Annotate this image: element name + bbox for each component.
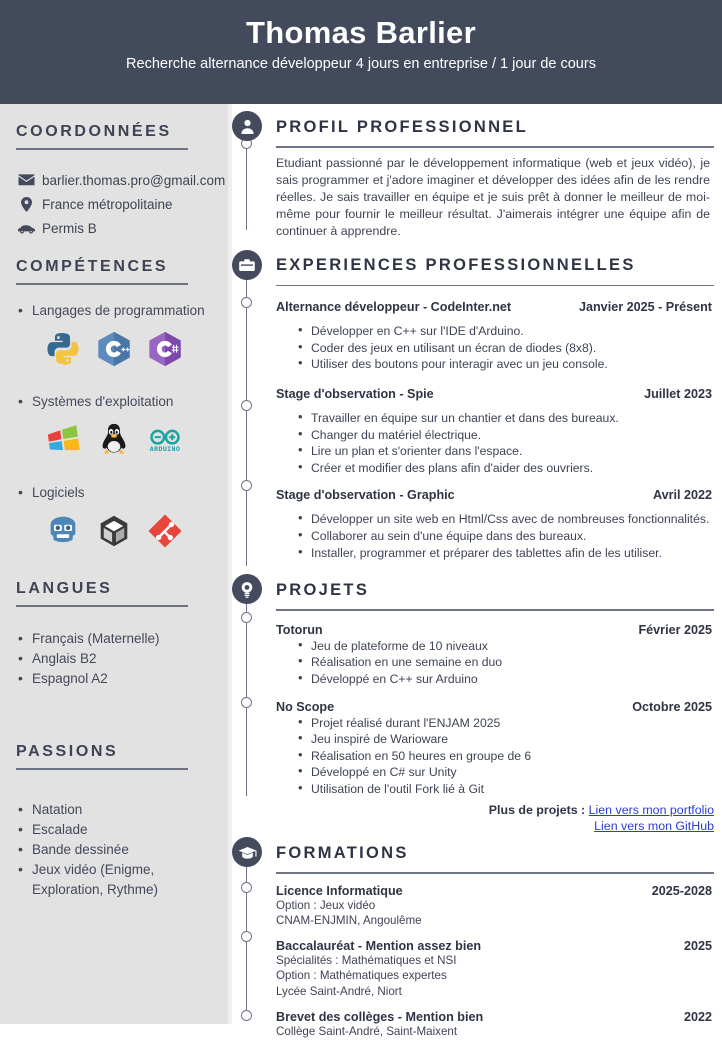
entry-bullets [276, 401, 712, 476]
resume-header [0, 0, 722, 104]
competences-heading: COMPÉTENCES [16, 258, 169, 275]
entry-date: Février 2025 [638, 622, 712, 637]
list-item: • Travailler en équipe sur un chantier et dans des bureaux. [298, 410, 712, 427]
entry-detail: Collège Saint-André, Saint-Maixent [276, 1025, 458, 1039]
contact-row-email[interactable] [0, 172, 228, 188]
lightbulb-icon [232, 574, 262, 604]
section-profil [236, 104, 722, 241]
svg-text:ARDUINO: ARDUINO [149, 444, 181, 453]
competences-group-label: • Logiciels [16, 483, 228, 503]
formation-entry [236, 874, 722, 929]
sidebar-section-competences [0, 244, 228, 550]
list-item: • Bande dessinée [16, 840, 228, 860]
contact-row-license [0, 220, 228, 236]
sidebar-section-passions [0, 689, 228, 900]
entry-date: Janvier 2025 - Présent [578, 300, 712, 315]
list-item: • Réalisation en une semaine en duo [298, 654, 712, 671]
competences-group-languages [0, 301, 228, 321]
software-icons-row [0, 503, 228, 550]
competences-group-os [0, 392, 228, 412]
section-header [236, 110, 722, 144]
section-experiences [236, 241, 722, 562]
passions-list [0, 800, 228, 900]
list-item: • Jeux vidéo (Enigme, Exploration, Rythme) [16, 860, 228, 900]
formation-entry [236, 929, 722, 999]
portfolio-link[interactable]: Lien vers mon portfolio [588, 803, 714, 818]
location-pin-icon [16, 196, 36, 212]
section-header [236, 573, 722, 607]
contact-row-location [0, 196, 228, 212]
godot-icon [44, 512, 82, 550]
experience-entry [236, 286, 722, 373]
section-formations [236, 834, 722, 1039]
project-entry [236, 611, 722, 688]
language-icons-row [0, 321, 228, 368]
linux-tux-icon [95, 421, 133, 459]
entry-date: Avril 2022 [652, 488, 712, 503]
entry-bullets [276, 637, 712, 688]
list-item: • Développer un site web en Html/Css avec de nombreuses fonctionnalités. [298, 511, 712, 528]
git-icon [146, 512, 184, 550]
page-title: Thomas Barlier [246, 15, 476, 50]
os-icons-row [0, 412, 228, 459]
entry-detail: Spécialités : Mathématiques et NSI [276, 953, 457, 967]
list-item: • Utilisation de l'outil Fork lié à Git [298, 781, 712, 798]
entry-role: Licence Informatique [276, 884, 403, 899]
formation-entry [236, 999, 722, 1039]
section-projets [236, 561, 722, 834]
user-icon [232, 111, 262, 141]
python-icon [44, 330, 82, 368]
competences-group-label: • Langages de programmation [16, 301, 228, 321]
list-item: • Jeu inspiré de Warioware [298, 731, 712, 748]
graduation-cap-icon [232, 837, 262, 867]
entry-role: Baccalauréat - Mention assez bien [276, 938, 482, 953]
entry-detail: CNAM-ENJMIN, Angoulême [276, 914, 422, 928]
contact-license-text: Permis B [42, 220, 97, 236]
arduino-icon [146, 421, 184, 459]
list-item: • Utiliser des boutons pour interagir avec un jeu console. [298, 356, 712, 373]
section-title: FORMATIONS [276, 843, 409, 862]
envelope-icon [16, 172, 36, 188]
section-header [236, 249, 722, 283]
entry-role: Totorun [276, 622, 323, 637]
entry-detail: Option : Jeux vidéo [276, 899, 376, 913]
entry-role: Stage d'observation - Spie [276, 386, 434, 401]
entry-bullets [276, 314, 712, 373]
langues-heading: LANGUES [16, 580, 113, 597]
entry-detail: Lycée Saint-André, Niort [276, 984, 402, 998]
list-item: • Installer, programmer et préparer des tablettes afin de les utiliser. [298, 545, 712, 562]
csharp-icon [146, 330, 184, 368]
sidebar-section-langues [0, 550, 228, 689]
experience-entry [236, 476, 722, 561]
entry-date: 2025-2028 [651, 884, 712, 899]
sidebar [0, 104, 232, 1024]
entry-role: No Scope [276, 699, 335, 714]
list-item: • Jeu de plateforme de 10 niveaux [298, 638, 712, 655]
cplusplus-icon [95, 330, 133, 368]
section-title: PROFIL PROFESSIONNEL [276, 117, 528, 136]
header-subtitle: Recherche alternance développeur 4 jours en entreprise / 1 jour de cours [126, 56, 596, 72]
windows-icon [44, 421, 82, 459]
list-item: • Natation [16, 800, 228, 820]
list-item: • Français (Maternelle) [16, 629, 228, 649]
entry-date: Juillet 2023 [644, 386, 712, 401]
entry-role: Brevet des collèges - Mention bien [276, 1010, 484, 1025]
passions-heading: PASSIONS [16, 743, 119, 760]
list-item: • Projet réalisé durant l'ENJAM 2025 [298, 715, 712, 732]
contact-email-text: barlier.thomas.pro@gmail.com [42, 172, 226, 188]
main-content [236, 104, 722, 1039]
list-item: • Développé en C++ sur Arduino [298, 671, 712, 688]
list-item: • Changer du matériel électrique. [298, 427, 712, 444]
entry-bullets [276, 714, 712, 798]
section-header [236, 836, 722, 870]
langues-list [0, 629, 228, 689]
car-icon [16, 220, 36, 236]
list-item: • Réalisation en 50 heures en groupe de 6 [298, 748, 712, 765]
unity-icon [95, 512, 133, 550]
entry-role: Alternance développeur - CodeInter.net [276, 300, 512, 315]
coordonnees-heading: COORDONNÉES [16, 123, 172, 140]
competences-group-software [0, 483, 228, 503]
entry-date: Octobre 2025 [632, 699, 712, 714]
section-title: EXPERIENCES PROFESSIONNELLES [276, 256, 636, 275]
entry-role: Stage d'observation - Graphic [276, 488, 455, 503]
list-item: • Escalade [16, 820, 228, 840]
profil-text: Etudiant passionné par le développement informatique (web et jeux vidéo), je sais programmer et j'adore imaginer et développer des idées afin de les rendre réelles. Je sais travailler en équipe et je suis prêt à donner le meilleur de moi-même pour fournir le meilleur résultat. J'aimerais intégrer une équipe afin de continuer à apprendre. [276, 155, 710, 239]
list-item: • Espagnol A2 [16, 669, 228, 689]
section-title: PROJETS [276, 580, 370, 599]
entry-bullets [276, 502, 712, 561]
project-entry [236, 688, 722, 798]
experience-entry [236, 373, 722, 476]
list-item: • Collaborer au sein d'une équipe dans des bureaux. [298, 528, 712, 545]
briefcase-icon [232, 250, 262, 280]
contact-location-text: France métropolitaine [42, 196, 173, 212]
entry-date: 2022 [683, 1010, 712, 1025]
competences-group-label: • Systèmes d'exploitation [16, 392, 228, 412]
github-link[interactable]: Lien vers mon GitHub [594, 819, 714, 834]
list-item: • Coder des jeux en utilisant un écran de diodes (8x8). [298, 340, 712, 357]
list-item: • Anglais B2 [16, 649, 228, 669]
list-item: • Créer et modifier des plans afin d'aider des ouvriers. [298, 460, 712, 477]
entry-detail: Option : Mathématiques expertes [276, 969, 447, 983]
list-item: • Développé en C# sur Unity [298, 764, 712, 781]
entry-date: 2025 [683, 938, 712, 953]
list-item: • Développer en C++ sur l'IDE d'Arduino. [298, 323, 712, 340]
sidebar-section-coordonnees [0, 104, 228, 236]
more-projects-links [236, 797, 722, 834]
list-item: • Lire un plan et s'orienter dans l'espace. [298, 443, 712, 460]
more-projects-label: Plus de projets : [488, 803, 586, 818]
